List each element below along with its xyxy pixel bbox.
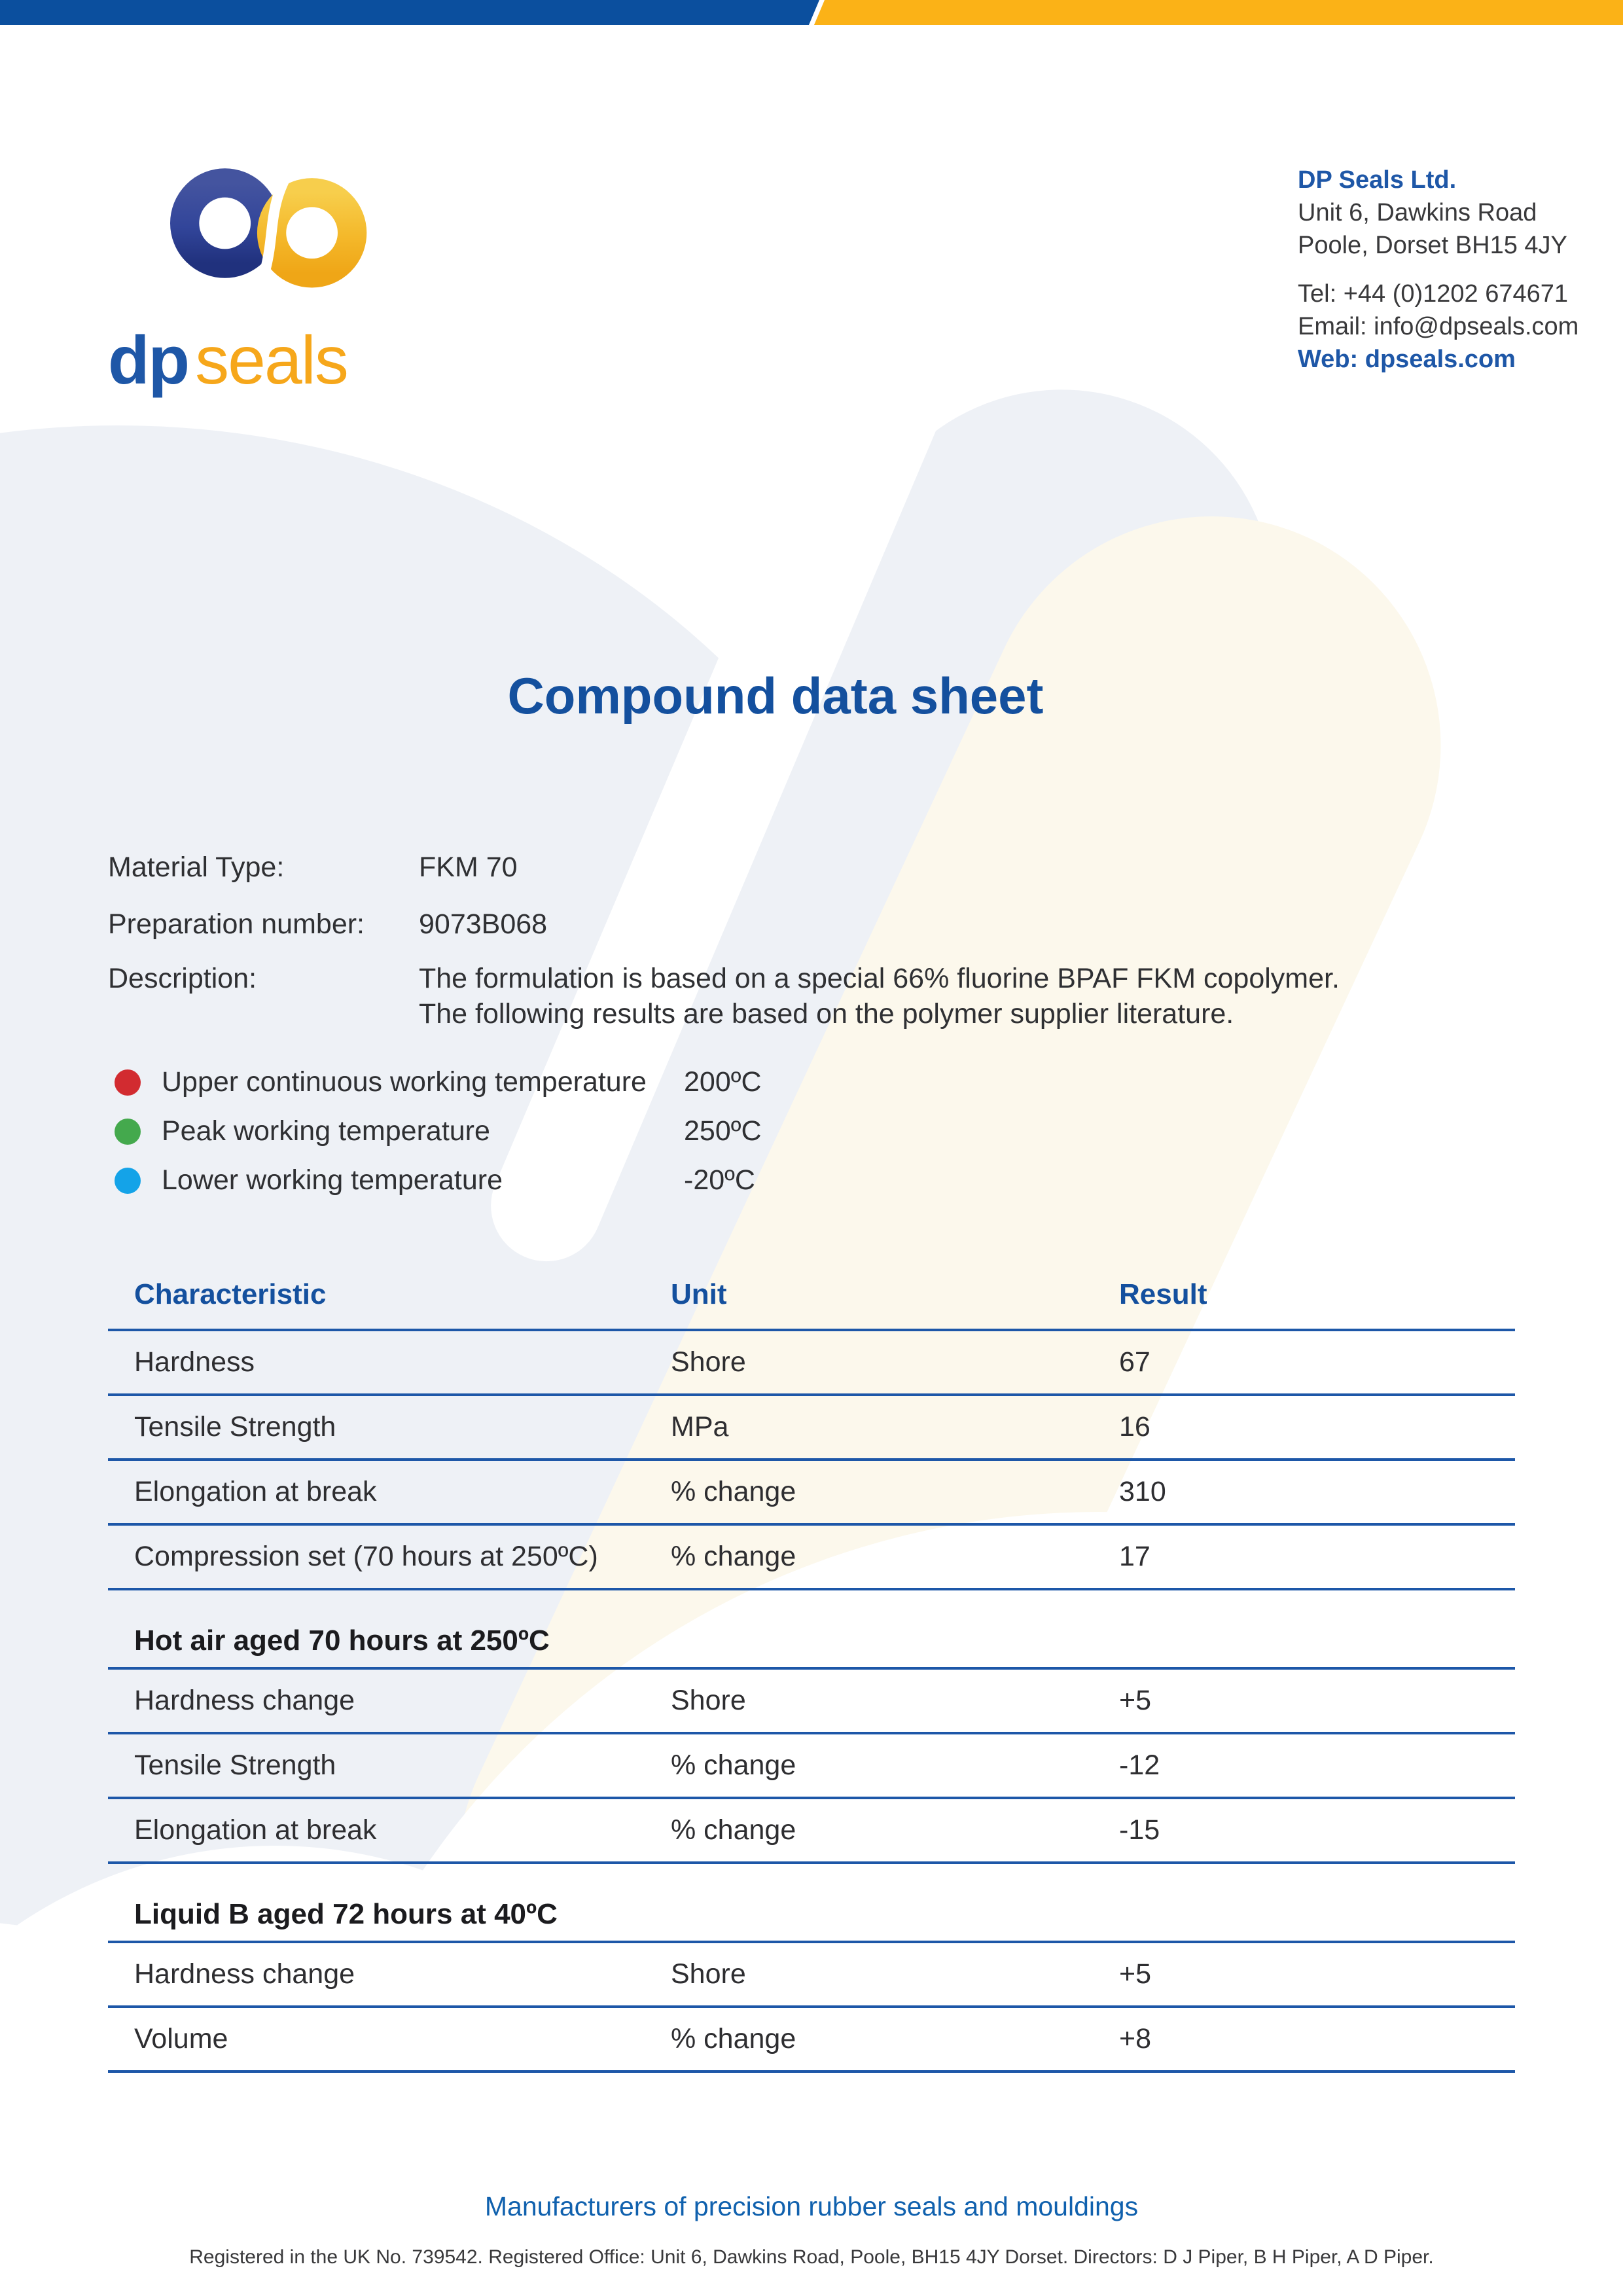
temperature-value: 200ºC bbox=[684, 1066, 762, 1098]
table-section-heading: Liquid B aged 72 hours at 40ºC bbox=[108, 1888, 1515, 1943]
table-cell: Hardness change bbox=[134, 1685, 355, 1716]
table-section-heading: Hot air aged 70 hours at 250ºC bbox=[108, 1614, 1515, 1670]
table-row bbox=[108, 1943, 1515, 2008]
preparation-number-row bbox=[108, 906, 547, 942]
footer-registered-text: Registered in the UK No. 739542. Registered Office: Unit 6, Dawkins Road, Poole, BH15 4JY Dorset. Directors: D J Piper, B H Piper, A D Piper. bbox=[189, 2246, 1434, 2268]
table-cell: 16 bbox=[1119, 1411, 1150, 1443]
dp-seals-infinity-logo-icon bbox=[154, 160, 396, 317]
website-link[interactable]: Web: dpseals.com bbox=[1298, 346, 1516, 373]
table-row bbox=[108, 1331, 1515, 1396]
description-line-1: The formulation is based on a special 66% fluorine BPAF FKM copolymer. bbox=[419, 963, 1340, 994]
table-cell: Elongation at break bbox=[134, 1476, 377, 1507]
table-cell: % change bbox=[671, 1749, 796, 1781]
table-cell: Shore bbox=[671, 1958, 746, 1990]
temperature-value: -20ºC bbox=[684, 1164, 755, 1196]
description-value bbox=[419, 961, 1340, 1031]
header-bar-blue bbox=[0, 0, 819, 25]
table-cell: Tensile Strength bbox=[134, 1749, 336, 1781]
table-row bbox=[108, 1734, 1515, 1799]
description-row bbox=[108, 961, 1340, 1031]
table-cell: Tensile Strength bbox=[134, 1411, 336, 1443]
upper-working-temperature-item bbox=[115, 1058, 762, 1107]
table-header-cell: Result bbox=[1119, 1278, 1207, 1310]
table-row bbox=[108, 1461, 1515, 1526]
red-bullet-icon bbox=[115, 1069, 141, 1096]
table-cell: % change bbox=[671, 2023, 796, 2054]
logo-wordmark bbox=[108, 322, 348, 400]
logo-dp-text: dp bbox=[108, 323, 189, 399]
header-bar-yellow bbox=[814, 0, 1623, 25]
table-cell: MPa bbox=[671, 1411, 729, 1443]
address-line-2: Poole, Dorset BH15 4JY bbox=[1298, 232, 1567, 259]
table-header-cell: Unit bbox=[671, 1278, 727, 1310]
contact-spacer bbox=[1298, 262, 1578, 278]
temperature-label: Upper continuous working temperature bbox=[162, 1066, 647, 1098]
description-line-2: The following results are based on the polymer supplier literature. bbox=[419, 998, 1234, 1030]
company-name: DP Seals Ltd. bbox=[1298, 166, 1457, 194]
contact-block bbox=[1298, 164, 1578, 376]
table-cell: Hardness change bbox=[134, 1958, 355, 1990]
table-row bbox=[108, 2008, 1515, 2073]
table-row bbox=[108, 1396, 1515, 1461]
table-cell: -12 bbox=[1119, 1749, 1160, 1781]
material-type-value: FKM 70 bbox=[419, 852, 518, 883]
table-cell: Shore bbox=[671, 1346, 746, 1378]
email-link[interactable]: Email: info@dpseals.com bbox=[1298, 313, 1579, 340]
preparation-number-value: 9073B068 bbox=[419, 908, 548, 940]
temperature-value: 250ºC bbox=[684, 1115, 762, 1147]
phone-number: Tel: +44 (0)1202 674671 bbox=[1298, 280, 1569, 308]
material-type-label: Material Type: bbox=[108, 852, 285, 883]
table-cell: Shore bbox=[671, 1685, 746, 1716]
table-cell: 310 bbox=[1119, 1476, 1166, 1507]
table-cell: +8 bbox=[1119, 2023, 1152, 2054]
temperature-label: Peak working temperature bbox=[162, 1115, 490, 1147]
peak-working-temperature-item bbox=[115, 1107, 762, 1156]
table-cell: % change bbox=[671, 1541, 796, 1572]
table-cell: +5 bbox=[1119, 1685, 1152, 1716]
footer-tagline: Manufacturers of precision rubber seals and mouldings bbox=[484, 2191, 1139, 2221]
table-cell: Hardness bbox=[134, 1346, 255, 1378]
table-row bbox=[108, 1799, 1515, 1864]
green-bullet-icon bbox=[115, 1119, 141, 1145]
table-cell: 17 bbox=[1119, 1541, 1150, 1572]
results-table bbox=[108, 1260, 1515, 2073]
table-cell: Elongation at break bbox=[134, 1814, 377, 1846]
lower-working-temperature-item bbox=[115, 1156, 755, 1205]
table-row bbox=[108, 1670, 1515, 1734]
page-title: Compound data sheet bbox=[507, 667, 1044, 725]
logo-seals-text: seals bbox=[195, 323, 348, 399]
description-label: Description: bbox=[108, 963, 257, 994]
table-header-cell: Characteristic bbox=[134, 1278, 327, 1310]
material-type-row bbox=[108, 850, 518, 885]
blue-bullet-icon bbox=[115, 1168, 141, 1194]
table-cell: Volume bbox=[134, 2023, 228, 2054]
table-cell: % change bbox=[671, 1814, 796, 1846]
table-cell: % change bbox=[671, 1476, 796, 1507]
preparation-number-label: Preparation number: bbox=[108, 908, 365, 940]
table-cell: -15 bbox=[1119, 1814, 1160, 1846]
table-cell: +5 bbox=[1119, 1958, 1152, 1990]
table-cell: 67 bbox=[1119, 1346, 1150, 1378]
table-cell: Compression set (70 hours at 250ºC) bbox=[134, 1541, 598, 1572]
address-line-1: Unit 6, Dawkins Road bbox=[1298, 199, 1537, 226]
temperature-label: Lower working temperature bbox=[162, 1164, 503, 1196]
table-header-row bbox=[108, 1260, 1515, 1331]
table-row bbox=[108, 1526, 1515, 1590]
